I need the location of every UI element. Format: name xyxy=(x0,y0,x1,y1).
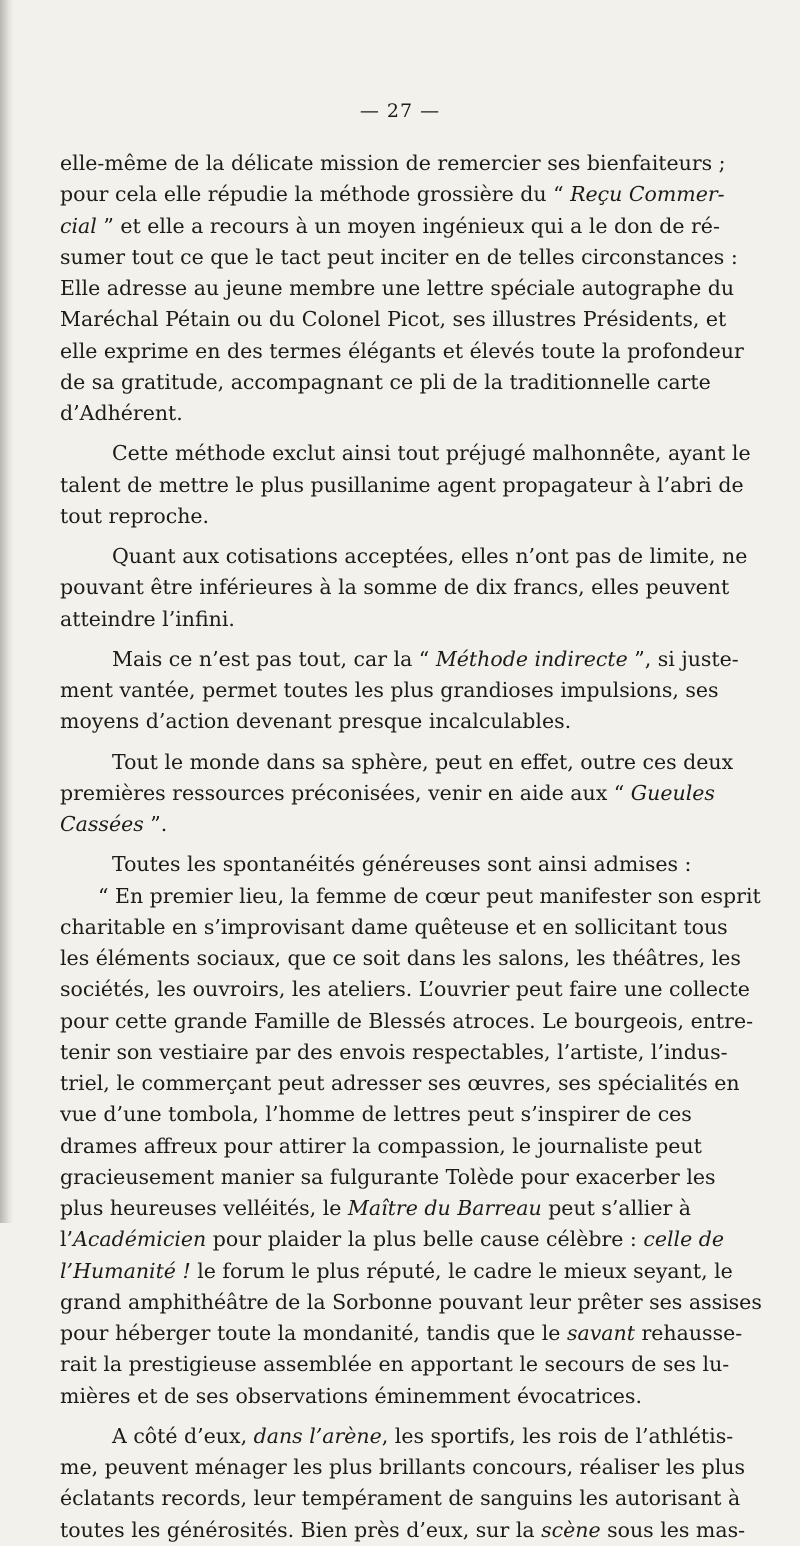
text-run: premières ressources préconisées, venir en aide aux “ xyxy=(60,780,631,805)
text-line xyxy=(60,1318,743,1349)
text-line xyxy=(60,336,744,367)
text-run: A côté d’eux, xyxy=(112,1423,254,1448)
text-line xyxy=(60,1037,728,1068)
text-line xyxy=(60,1452,745,1483)
text-run: vue d’une tombola, l’homme de lettres peut s’inspirer de ces xyxy=(60,1102,692,1127)
text-run: pour héberger toute la mondanité, tandis que le xyxy=(60,1321,567,1345)
text-line xyxy=(60,1162,716,1193)
text-line xyxy=(60,943,741,974)
text-line xyxy=(60,572,730,603)
text-line xyxy=(60,501,682,532)
text-run: charitable en s’improvisant dame quêteuse et en sollicitant tous xyxy=(60,914,728,939)
text-run: le forum le plus réputé, le cadre le mieux seyant, le xyxy=(190,1258,733,1283)
text-line xyxy=(60,304,727,335)
text-run: ”, si juste- xyxy=(627,646,739,671)
text-line xyxy=(60,541,748,572)
text-run: l’ xyxy=(60,1227,74,1252)
text-line xyxy=(60,1349,730,1380)
text-run: tout reproche. xyxy=(60,503,210,528)
text-line xyxy=(60,470,744,501)
text-line xyxy=(60,1515,746,1546)
text-run: toutes les générosités. Bien près d’eux, sur la xyxy=(60,1517,542,1542)
text-line xyxy=(60,675,719,706)
text-run: moyens d’action devenant presque incalculables. xyxy=(60,709,572,734)
text-run: sociétés, les ouvroirs, les ateliers. L’ouvrier peut faire une collecte xyxy=(60,977,750,1002)
text-run: Cette méthode exclut ainsi tout préjugé malhonnête, ayant le xyxy=(112,441,751,466)
text-line xyxy=(60,1099,692,1130)
text-run: Mais ce n’est pas tout, car la “ xyxy=(112,646,436,671)
text-run: d’Adhérent. xyxy=(60,401,183,425)
text-line xyxy=(60,644,739,675)
text-line xyxy=(60,1224,724,1255)
text-run: Tout le monde dans sa sphère, peut en effet, outre ces deux xyxy=(112,749,734,774)
text-line xyxy=(60,438,751,469)
text-line xyxy=(60,1131,702,1162)
text-run: éclatants records, leur tempérament de sanguins les autorisant à xyxy=(60,1486,741,1511)
text-run: mières et de ses observations éminemment évocatrices. xyxy=(60,1383,642,1408)
text-line xyxy=(60,881,761,912)
italic-text-run: Cassées xyxy=(60,812,144,836)
italic-text-run: savant xyxy=(566,1321,635,1345)
italic-text-run: Méthode indirecte xyxy=(435,646,628,671)
text-run: ment vantée, permet toutes les plus grandioses impulsions, ses xyxy=(60,678,719,702)
italic-text-run: Gueules xyxy=(630,780,715,805)
page-edge-shadow xyxy=(0,0,14,1223)
text-run: pouvant être inférieures à la somme de dix francs, elles peuvent xyxy=(60,575,730,600)
italic-text-run: Académicien xyxy=(73,1227,207,1252)
italic-text-run: scène xyxy=(541,1517,601,1542)
text-line xyxy=(60,242,738,273)
text-run: pour cette grande Famille de Blessés atroces. Le bourgeois, entre- xyxy=(60,1008,754,1033)
text-line xyxy=(60,398,682,429)
text-run: grand amphithéâtre de la Sorbonne pouvant leur prêter ses assises xyxy=(60,1289,762,1314)
text-run: Quant aux cotisations acceptées, elles n’ont pas de limite, ne xyxy=(112,544,748,568)
text-line xyxy=(60,604,682,635)
text-run: talent de mettre le plus pusillanime agent propagateur à l’abri de xyxy=(60,472,744,497)
text-line xyxy=(60,849,692,880)
text-run: peut s’allier à xyxy=(541,1196,691,1220)
text-run: gracieusement manier sa fulgurante Tolède pour exacerber les xyxy=(60,1164,716,1189)
text-line xyxy=(60,273,735,304)
text-run: me, peuvent ménager les plus brillants concours, réaliser les plus xyxy=(60,1455,745,1479)
text-line xyxy=(60,809,682,840)
text-line xyxy=(60,706,682,737)
text-line xyxy=(60,1381,682,1412)
text-line xyxy=(60,1421,734,1452)
text-line xyxy=(60,974,750,1005)
text-run: “ En premier lieu, la femme de cœur peut manifester son esprit xyxy=(98,883,761,908)
text-line xyxy=(60,1483,741,1514)
body-text xyxy=(60,148,762,1546)
text-run: rait la prestigieuse assemblée en apportant le secours de ses lu- xyxy=(60,1352,730,1377)
text-line xyxy=(60,1006,754,1037)
text-run: elle-même de la délicate mission de remercier ses bienfaiteurs ; xyxy=(60,151,726,175)
text-run: plus heureuses velléités, le xyxy=(60,1196,348,1220)
text-line xyxy=(60,778,715,809)
text-run: ” et elle a recours à un moyen ingénieux qui a le don de ré- xyxy=(96,213,720,238)
italic-text-run: Maître du Barreau xyxy=(347,1196,542,1220)
page-number: — 27 — xyxy=(359,100,441,122)
text-run: elle exprime en des termes élégants et élevés toute la profondeur xyxy=(60,338,744,363)
text-run: tenir son vestiaire par des envois respectables, l’artiste, l’indus- xyxy=(60,1039,728,1064)
text-line xyxy=(60,1256,733,1287)
italic-text-run: dans l’arène xyxy=(253,1423,382,1448)
text-line xyxy=(60,211,720,242)
italic-text-run: l’Humanité ! xyxy=(60,1258,191,1283)
text-run: triel, le commerçant peut adresser ses œuvres, ses spécialités en xyxy=(60,1071,740,1095)
text-run: de sa gratitude, accompagnant ce pli de la traditionnelle carte xyxy=(60,369,711,394)
text-line xyxy=(60,1287,762,1318)
text-run: sous les mas- xyxy=(600,1517,746,1542)
text-run: sumer tout ce que le tact peut inciter en de telles circonstances : xyxy=(60,244,738,269)
text-run: pour plaider la plus belle cause célèbre : xyxy=(206,1227,644,1252)
italic-text-run: celle de xyxy=(643,1227,724,1252)
text-line xyxy=(60,912,728,943)
text-run: , les sportifs, les rois de l’athlétis- xyxy=(381,1423,734,1448)
italic-text-run: cial xyxy=(60,213,97,238)
text-run: rehausse- xyxy=(634,1321,743,1345)
text-run: Toutes les spontanéités généreuses sont ainsi admises : xyxy=(112,852,692,877)
text-line xyxy=(60,148,726,179)
text-line xyxy=(60,1068,740,1099)
text-run: Maréchal Pétain ou du Colonel Picot, ses illustres Présidents, et xyxy=(60,307,727,332)
text-run: drames affreux pour attirer la compassion, le journaliste peut xyxy=(60,1133,702,1158)
text-run: les éléments sociaux, que ce soit dans les salons, les théâtres, les xyxy=(60,946,741,970)
text-run: atteindre l’infini. xyxy=(60,606,235,631)
text-line xyxy=(60,367,711,398)
text-run: pour cela elle répudie la méthode grossière du “ xyxy=(60,182,571,207)
italic-text-run: Reçu Commer- xyxy=(570,182,725,207)
text-line xyxy=(60,747,734,778)
text-line xyxy=(60,1193,691,1224)
text-run: ”. xyxy=(143,812,168,836)
text-run: Elle adresse au jeune membre une lettre spéciale autographe du xyxy=(60,276,735,300)
text-line xyxy=(60,179,725,210)
